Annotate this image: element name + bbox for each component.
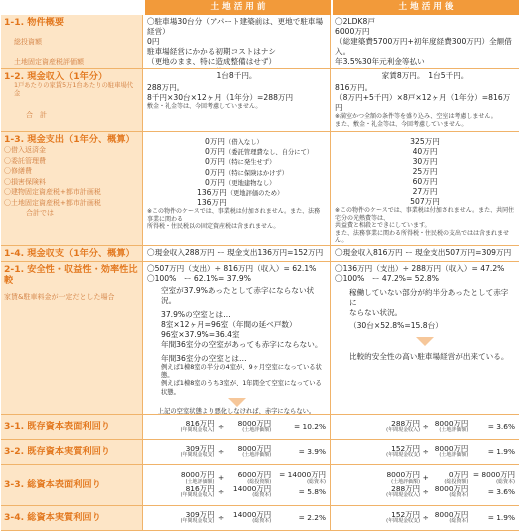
row-label: 土地固定資産税評価額 [14, 57, 84, 66]
cell-text: 年3.5%30年元利金等払い [335, 57, 425, 67]
row-safety-comparison [1, 262, 519, 415]
formula-value: 288万円 [391, 419, 421, 429]
formula-caption: (総資本) [496, 478, 516, 485]
formula-caption: (総資本) [449, 518, 469, 525]
formula-value: = 8000万円 [472, 470, 516, 480]
cell-text: 空室が37.9%あったとして赤字にならない状況。 [161, 286, 315, 306]
cell-text: 37.9%の空室とは… [161, 310, 231, 320]
header-after: 土 地 活 用 後 [331, 0, 519, 15]
formula-operator: ÷ [422, 421, 429, 431]
cell-text: 96室×37.9%=36.4室 [161, 330, 240, 340]
formula-value: 309万円 [185, 510, 215, 520]
formula-value: 816万円 [185, 419, 215, 429]
cell-tag: （特に保険はかけず） [225, 169, 288, 177]
row-cash-expense [1, 132, 519, 246]
formula-value: 8000万円 [237, 419, 272, 429]
section-title: 1-2. 現金収入（1年分） [4, 71, 108, 82]
cell-text: 〇100% ー 47.2%= 52.8% [335, 274, 439, 284]
cell-value: 325万円 [410, 137, 440, 146]
formula-caption: (土地評価額) [242, 452, 272, 459]
formula-value: 8000万円 [180, 470, 215, 480]
cell-text: （8万円+5千円）×8戸×12ヶ月（1年分）=816万円 [335, 93, 511, 113]
formula-value: 8000万円 [434, 444, 469, 454]
cell-tag: （借入なし） [225, 139, 263, 146]
formula-caption: (年間現金収支) [386, 518, 421, 525]
down-arrow-icon [416, 337, 434, 346]
cell-text: 例えば1棟8室の半分の4室が、9ヶ月空室になっている状態。 [161, 364, 322, 380]
formula-operator: ÷ [422, 512, 429, 522]
formula-caption: (総資本) [449, 492, 469, 499]
formula-caption: (年間現金収入) [386, 427, 421, 434]
formula-value: 8000万円 [237, 444, 272, 454]
roi-formula [147, 445, 326, 459]
row-label: 〇建物固定資産税+都市計画税 [4, 188, 101, 197]
cell-value: 25万円 [412, 167, 438, 177]
cell-text: 年間36室分の空室があっても赤字にならない。 [161, 340, 323, 350]
cell-text [147, 67, 326, 68]
formula-value: = 10.2% [293, 421, 326, 431]
cell-note: ※満室かつ全額の条件等を盛り込み、空室は考慮しません。 [335, 113, 497, 121]
row-label: 合 計 [26, 111, 47, 120]
formula-operator: + [217, 473, 225, 483]
formula-value: = 1.9% [487, 512, 516, 522]
cell-text: 上記の空室状態より悪化しなければ、赤字にならない。 [157, 407, 316, 414]
formula-caption: (年間現金収入) [180, 427, 215, 434]
formula-caption: (土地評価額) [185, 478, 215, 485]
cell-text: 8千円×30台×12ヶ月（1年分）=288万円 [147, 93, 294, 103]
formula-value: 816万円 [185, 484, 215, 493]
cell-note: ※この物件のケースでは、事業税は付加されません。また、共同住宅分の光熱費等は、 [335, 207, 515, 222]
formula-caption: (土地評価額) [391, 478, 421, 485]
cell-value: 27万円 [412, 187, 438, 197]
formula-caption: (総投資額) [247, 478, 272, 485]
row-label: 〇土地固定資産税+都市計画税 [4, 198, 101, 207]
cell-value: 507万円 [410, 197, 440, 207]
cell-text: 0円 [147, 37, 160, 47]
row-roi [1, 440, 519, 465]
formula-value: = 3.6% [487, 421, 516, 431]
formula-operator: ÷ [217, 421, 225, 431]
cell-text: 駐車場経営にかかる初期コストはナシ [147, 47, 276, 57]
down-arrow-icon [228, 398, 246, 407]
cell-tag: （特に発生せず） [225, 159, 276, 167]
cell-note: 共益費と相殺とできにしています。 [335, 222, 431, 230]
section-title: 3-4. 総資本実質利回り [4, 512, 101, 524]
comparison-table [1, 0, 519, 531]
cell-value: 0万円 [205, 167, 226, 177]
cell-text: 〇現金収入288万円 ー 現金支出136万円=152万円 [143, 246, 331, 261]
cell-text: 比較的安全性の高い駐車場経営が出来ている。 [349, 352, 509, 362]
formula-value: = 3.6% [487, 486, 516, 496]
formula-caption: (年間現金収支) [180, 452, 215, 459]
cell-value: 30万円 [412, 157, 438, 167]
cell-text: ならない状況。 [349, 308, 403, 318]
formula-operator: ÷ [217, 486, 225, 496]
cell-text [335, 67, 515, 68]
table-header [1, 0, 519, 15]
cell-text: 〇507万円（支出）÷ 816万円（収入）= 62.1% [147, 264, 317, 273]
formula-value: 8000万円 [434, 510, 469, 520]
cell-value: 136万円 [197, 187, 227, 197]
cell-value: 0万円 [205, 137, 226, 146]
formula-caption: (総投資額) [444, 478, 469, 485]
row-label: 〇損害保険料 [4, 177, 46, 186]
section-title: 2-1. 安全性・収益性・効率性比較 [4, 264, 138, 287]
section-title: 1-3. 現金支出（1年分、概算） [4, 134, 135, 145]
cell-tag: （更地評価のため） [226, 189, 284, 197]
cell-note: 所得税・住民税以の固定資産税は含まれません。 [147, 223, 280, 231]
cell-text: 例えば1棟8室のうち3室が、1年間全て空室になっている状態。 [161, 380, 322, 396]
row-label: 総投資額 [14, 38, 42, 47]
formula-operator: ÷ [422, 446, 429, 456]
cell-text: 8室×12ヶ月=96室（年間の延べ戸数） [161, 320, 297, 330]
formula-value: 152万円 [391, 444, 421, 454]
header-before: 土 地 活 用 前 [143, 0, 331, 15]
formula-operator: ÷ [217, 512, 225, 522]
cell-text: （30台×52.8%=15.8台） [349, 321, 443, 331]
cell-text: 稼働していない部分が約半分あったとして赤字に [349, 288, 509, 308]
cell-text: 〇現金収入816万円 ー 現金支出507万円=309万円 [335, 248, 512, 257]
cell-text: 288万円。 [147, 83, 185, 93]
row-label: 合計では [26, 209, 54, 218]
section-title: 3-2. 既存資本実質利回り [4, 446, 110, 458]
formula-caption: (総資本) [252, 518, 272, 525]
formula-caption: (土地評価額) [439, 427, 469, 434]
row-label: 家賃&駐車料金が一定だとした場合 [4, 293, 115, 302]
row-cash-income [1, 69, 519, 132]
formula-value: 309万円 [185, 444, 215, 454]
formula-caption: (土地評価額) [242, 427, 272, 434]
formula-caption: (総資本) [252, 492, 272, 499]
row-label: 〇委託管理費 [4, 156, 46, 165]
row-roi [1, 506, 519, 531]
formula-value: 8000万円 [386, 470, 421, 480]
formula-caption: (年間現金収支) [386, 452, 421, 459]
cell-text: 〇136万円（支出）÷ 288万円（収入）= 47.2% [335, 264, 505, 273]
row-roi [1, 415, 519, 440]
roi-section [1, 415, 519, 531]
formula-value: 6000万円 [237, 470, 272, 480]
formula-value: 14000万円 [232, 510, 272, 520]
roi-formula [335, 471, 515, 485]
cell-value: 0万円 [205, 177, 226, 187]
formula-value: = 1.9% [487, 446, 516, 456]
formula-caption: (土地評価額) [439, 452, 469, 459]
cell-note: 敷金・礼金等は、今回考慮していません。 [147, 103, 262, 111]
section-title: 1-1. 物件概要 [4, 17, 65, 28]
formula-value: 14000万円 [232, 484, 272, 493]
formula-value: = 5.8% [298, 486, 326, 496]
section-title: 3-1. 既存資本表面利回り [4, 421, 110, 433]
cell-text: 816万円。 [335, 83, 373, 93]
row-property-overview [1, 15, 519, 69]
roi-formula [147, 471, 326, 485]
roi-formula [335, 420, 515, 434]
cell-text: 〇100% ー 62.1%= 37.9% [147, 274, 251, 284]
formula-value: 8000万円 [434, 484, 469, 493]
cell-note: また、法務事業に関わる所得税・住民税の支出ではは含まれません。 [335, 229, 510, 245]
row-label: 〇借入返済金 [4, 146, 46, 155]
roi-formula [335, 445, 515, 459]
formula-value: = 2.2% [298, 512, 326, 522]
formula-caption: (年間現金収支) [180, 518, 215, 525]
cell-tag: （更地建物なし） [225, 179, 276, 187]
cell-value: 60万円 [412, 177, 438, 187]
formula-caption: (総資本) [307, 478, 326, 485]
formula-value: 288万円 [391, 484, 421, 493]
formula-caption: (年間現金収入) [386, 492, 421, 499]
cell-tag: （委託管理費なし、自分にて） [225, 149, 314, 157]
cell-text: 6000万円 [335, 27, 370, 37]
formula-operator: ÷ [217, 446, 225, 456]
formula-value: 8000万円 [434, 419, 469, 429]
cell-text: 家賃8万円。 1台5千円。 [381, 71, 469, 80]
formula-value: 0万円 [448, 470, 469, 480]
cell-value: 0万円 [205, 147, 226, 157]
formula-operator: ÷ [422, 486, 429, 496]
formula-value: = 3.9% [298, 446, 326, 456]
cell-value: 136万円 [197, 198, 227, 208]
section-title: 3-3. 総資本表面利回り [4, 479, 101, 491]
formula-operator: + [422, 473, 429, 483]
cell-text: 〇2LDK8戸 [335, 17, 375, 26]
cell-text: （更地のまま、特に造成整備はせず） [147, 57, 277, 67]
cell-text: 〇駐車場30台分（アパート建築前は、更地で駐車場経営） [147, 17, 324, 37]
row-label: 1戸あたりの家賃5万1台あたりの駐車場代金 [14, 82, 134, 98]
cell-text: （総建築費5700万円+初年度経費300万円）全額借入。 [335, 37, 512, 57]
roi-formula [147, 485, 326, 499]
row-cash-balance [1, 246, 519, 262]
row-label: 〇修繕費 [4, 167, 32, 176]
cell-value: 40万円 [412, 147, 438, 157]
cell-text: 1台8千円。 [216, 71, 257, 80]
row-roi [1, 465, 519, 506]
cell-text: 年間36室分の空室とは… [161, 354, 247, 364]
roi-formula [335, 485, 515, 499]
cell-note: ※この物件のケースでは、事業税は付加されません。また、法務事業に関わる [147, 208, 321, 223]
cell-note: また、敷金・礼金等は、今回考慮していません。 [335, 120, 468, 128]
cell-value: 0万円 [205, 157, 226, 167]
formula-caption: (年間現金収入) [180, 492, 215, 499]
section-title: 1-4. 現金収支（1年分、概算） [4, 248, 135, 259]
formula-value: = 14000万円 [279, 470, 326, 480]
roi-formula [147, 420, 326, 434]
formula-value: 152万円 [391, 510, 421, 520]
